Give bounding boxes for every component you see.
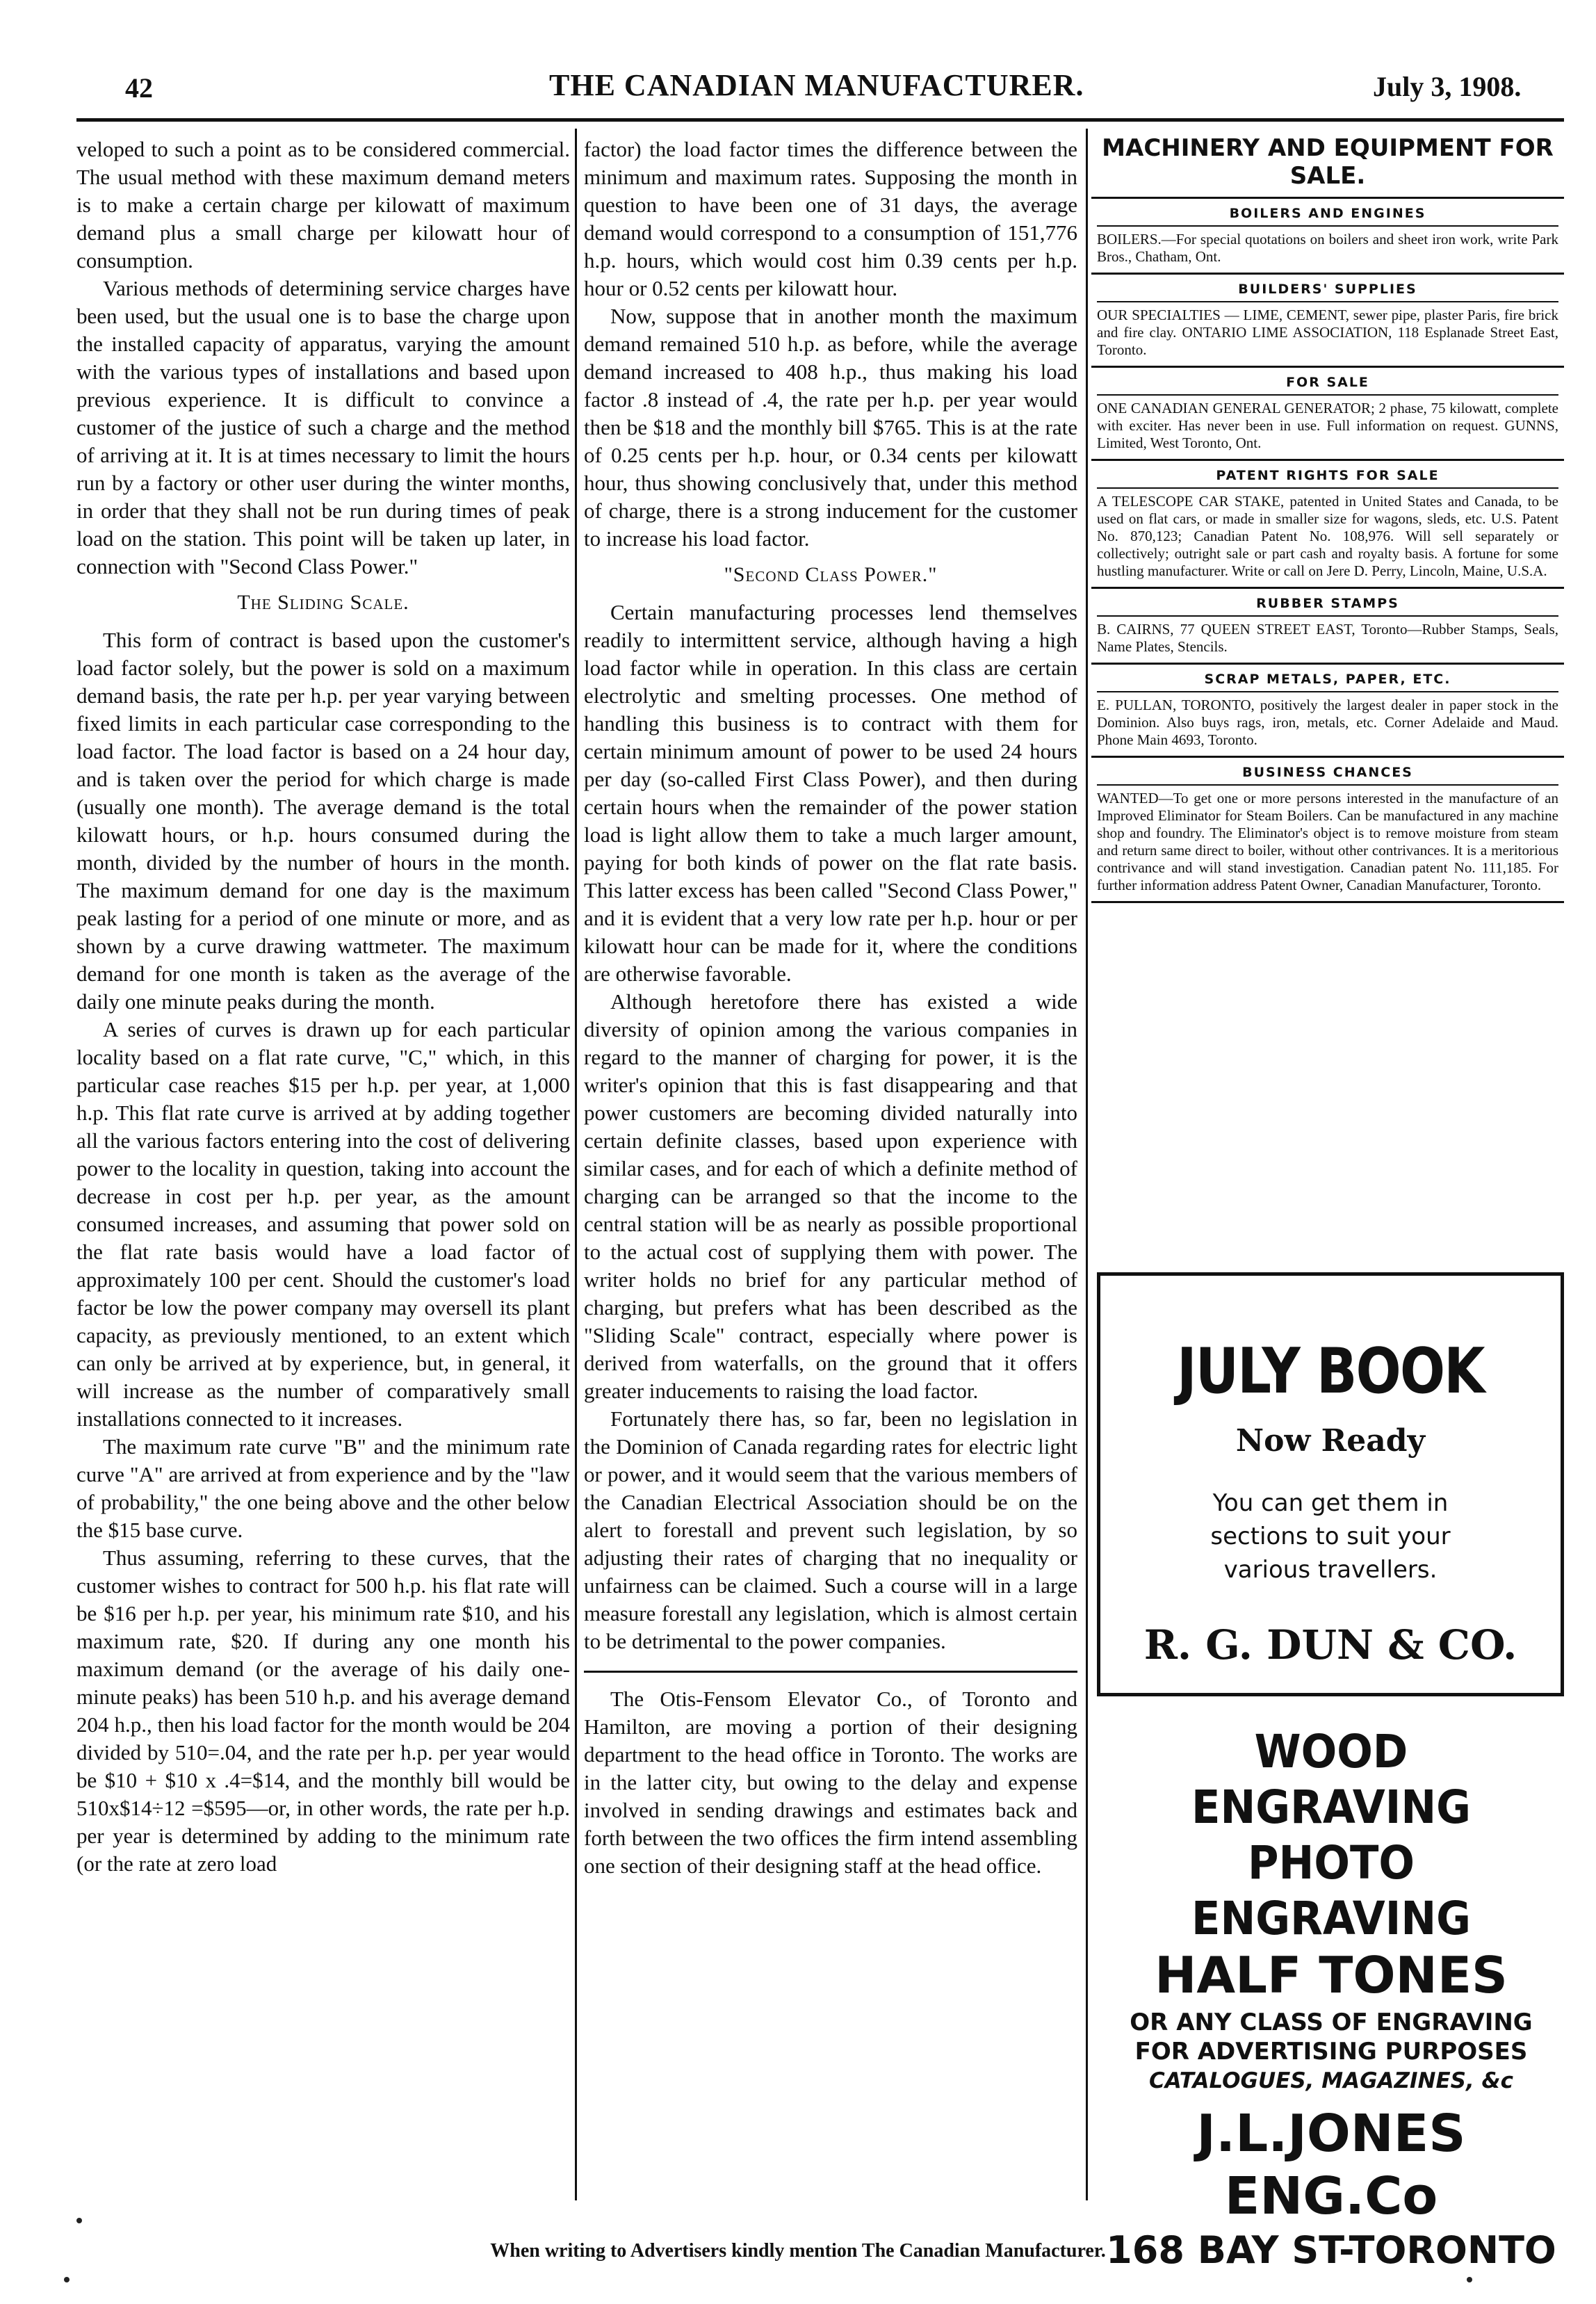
ad-company: J.L.JONES ENG.Co bbox=[1196, 2104, 1466, 2226]
article-column-1 bbox=[76, 136, 570, 1878]
classifieds-column bbox=[1091, 129, 1564, 903]
issue-date: July 3, 1908. bbox=[1373, 71, 1522, 102]
print-speck bbox=[64, 2277, 70, 2282]
classified-heading: PATENT RIGHTS FOR SALE bbox=[1097, 468, 1558, 489]
article-paragraph: Certain manufacturing processes lend themselves readily to intermittent service, although having a high load factor while in operation. In this class are certain electrolytic and smelting processes. One method of handling this business is to contract with them for certain minimum amount of power to be used 24 hours per day (so-called First Class Power), and then during certain hours when the remainder of the power station load is light allow them to take a much larger amount, paying for both kinds of power on the flat rate basis. This latter excess has been called "Second Class Power," and it is evident that a very low rate per h.p. hour or per kilowatt hour can be made for it, where the conditions are otherwise favorable. bbox=[584, 600, 1077, 986]
ad-body-line: sections to suit your bbox=[1210, 1523, 1451, 1550]
article-paragraph: The maximum rate curve "B" and the minimum rate curve "A" are arrived at from experience and by the "law of probability," the one being above and the other below the $15 base curve. bbox=[76, 1434, 570, 1542]
dun-advertisement bbox=[1097, 1272, 1564, 1696]
classified-section bbox=[1091, 368, 1564, 461]
publication-title: THE CANADIAN MANUFACTURER. bbox=[549, 68, 1084, 102]
ad-body bbox=[1100, 1486, 1561, 1587]
ad-line: HALF TONES bbox=[1155, 1946, 1508, 2004]
classified-section bbox=[1091, 199, 1564, 275]
ad-company: R. G. DUN & CO. bbox=[1143, 1621, 1517, 1669]
classified-text: A TELESCOPE CAR STAKE, patented in United States and Canada, to be used on flat cars, or made in smaller size for wagons, sleds, etc. U.S. Patent No. 870,123; Canadian Patent No. 108,976. Will sell separately or collectively; outright sale or part cash and royalty basis. A fortune for some hustling manufacturer. Write or call on Jere D. Perry, Lincoln, Maine, U.S.A. bbox=[1097, 493, 1558, 579]
classified-text: BOILERS.—For special quotations on boilers and sheet iron work, write Park Bros., Chatham, Ont. bbox=[1097, 231, 1558, 265]
header-rule bbox=[76, 118, 1564, 122]
article-paragraph: Thus assuming, referring to these curves, that the customer wishes to contract for 500 h.p. his flat rate will be $16 per h.p. per year, his minimum rate $10, and his maximum rate, $20. If during any one month his maximum demand (or the average of his daily one-minute peaks) has been 510 h.p. and his average demand 204 h.p., then his load factor for the month would be 204 divided by 510=.04, and the rate per h.p. per year would be $10 + $10 x .4=$14, and the monthly bill would be 510x$14÷12 =$595—or, in other words, the rate per h.p. per year is determined by adding to the minimum rate (or the rate at zero load bbox=[76, 1546, 570, 1876]
ad-body-line: various travellers. bbox=[1223, 1556, 1438, 1584]
news-item: The Otis-Fensom Elevator Co., of Toronto and Hamilton, are moving a portion of their designing department to the head office in Toronto. The works are in the latter city, but owing to the delay and expense involved in sending drawings and estimates back and forth between the two offices the firm intend assembling one section of their designing staff at the head office. bbox=[584, 1687, 1077, 1878]
article-paragraph: factor) the load factor times the difference between the minimum and maximum rates. Supposing the month in question to have been one of 31 days, the average demand would correspond to a consumption of 151,776 h.p. hours, which would cost him 0.39 cents per h.p. hour or 0.52 cents per kilowatt hour. bbox=[584, 137, 1077, 300]
article-column-2 bbox=[584, 136, 1077, 1880]
article-paragraph: Now, suppose that in another month the maximum demand remained 510 h.p. as before, while the average demand increased to 408 h.p., thus making his load factor .8 instead of .4, the rate per h.p. per year would then be $18 and the monthly bill $765. This is at the rate of 0.25 cents per h.p. hour, or 0.34 cents per kilowatt hour, thus showing conclusively that, under this method of charge, there is a strong inducement for the customer to increase his load factor. bbox=[584, 304, 1077, 551]
classified-text: ONE CANADIAN GENERAL GENERATOR; 2 phase, 75 kilowatt, complete with exciter. Has never been in use. Full information on request. GUNNS, Limited, West Toronto, Ont. bbox=[1097, 400, 1558, 451]
classified-section bbox=[1091, 461, 1564, 589]
ad-line: OR ANY CLASS OF ENGRAVING bbox=[1130, 2009, 1533, 2036]
article-paragraph: Various methods of determining service charges have been used, but the usual one is to base the charge upon the installed capacity of apparatus, varying the amount with the various types of installations and based upon previous experience. It is difficult to convince a customer of the justice of such a charge and the method of arriving at it. It is at times necessary to limit the hours run by a factory or other user during the winter months, in order that they shall not be run during times of peak load on the station. This point will be taken up later, in connection with "Second Class Power." bbox=[76, 276, 570, 578]
classified-heading: BUILDERS' SUPPLIES bbox=[1097, 282, 1558, 302]
classified-section bbox=[1091, 275, 1564, 368]
classified-heading: RUBBER STAMPS bbox=[1097, 596, 1558, 617]
ad-line: PHOTO ENGRAVING bbox=[1191, 1836, 1472, 1945]
page-header bbox=[0, 66, 1596, 115]
news-divider bbox=[584, 1671, 1077, 1673]
article-paragraph: Fortunately there has, so far, been no legislation in the Dominion of Canada regarding rates for electric light or power, and it would seem that the various members of the Canadian Electrical Association should be on the alert to forestall and prevent such legislation, by so adjusting their rates of charging that no inequality or unfairness can be claimed. Such a course will in a large measure forestall any legislation, which is almost certain to be detrimental to the power companies. bbox=[584, 1406, 1077, 1653]
section-heading-second-class-power: "Second Class Power." bbox=[724, 563, 938, 586]
column-divider bbox=[575, 129, 577, 2200]
ad-body-line: You can get them in bbox=[1212, 1489, 1449, 1517]
ad-headline: JULY BOOK bbox=[1177, 1335, 1484, 1408]
ad-line: WOOD ENGRAVING bbox=[1191, 1725, 1472, 1834]
section-heading-sliding-scale: The Sliding Scale. bbox=[237, 591, 409, 614]
page-footer: When writing to Advertisers kindly mention The Canadian Manufacturer. bbox=[490, 2240, 1106, 2262]
classified-text: WANTED—To get one or more persons interested in the manufacture of an Improved Eliminator for Steam Boilers. Can be manufactured in any machine shop and foundry. The Eliminator's object is to remove moisture from steam and return same direct to boiler, without other contrivances. It is a meritorious contrivance and will stand investigation. Canadian patent No. 111,185. For further information address Patent Owner, Canadian Manufacturer, Toronto. bbox=[1097, 790, 1558, 893]
jones-engraving-advertisement bbox=[1105, 1724, 1557, 2273]
classified-heading: FOR SALE bbox=[1097, 375, 1558, 396]
column-divider bbox=[1086, 129, 1088, 2200]
classifieds-title: MACHINERY AND EQUIPMENT FOR SALE. bbox=[1091, 129, 1564, 199]
article-paragraph: Although heretofore there has existed a wide diversity of opinion among the various companies in regard to the manner of charging for power, it is the writer's opinion that this is fast disappearing and that power customers are becoming divided naturally into certain definite classes, based upon experience with similar cases, and for each of which a definite method of charging can be arranged so that the income to the central station will be as nearly as possible proportional to the actual cost of supplying them with power. The writer holds no brief for any particular method of charging, but prefers what has been described as the "Sliding Scale" contract, especially where power is derived from waterfalls, on the ground that it offers greater inducements to raising the load factor. bbox=[584, 989, 1077, 1403]
classified-text: B. CAIRNS, 77 QUEEN STREET EAST, Toronto—Rubber Stamps, Seals, Name Plates, Stencils. bbox=[1097, 621, 1558, 655]
ad-address: 168 BAY ST-TORONTO bbox=[1106, 2228, 1556, 2272]
classified-heading: BUSINESS CHANCES bbox=[1097, 765, 1558, 786]
classified-heading: SCRAP METALS, PAPER, ETC. bbox=[1097, 672, 1558, 692]
article-paragraph: veloped to such a point as to be considered commercial. The usual method with these maximum demand meters is to make a certain charge per kilowatt of maximum demand plus a small charge per kilowatt hour of consumption. bbox=[76, 137, 570, 273]
classified-section bbox=[1091, 665, 1564, 758]
ad-line: FOR ADVERTISING PURPOSES bbox=[1134, 2038, 1528, 2066]
classified-text: E. PULLAN, TORONTO, positively the largest dealer in paper stock in the Dominion. Also buys rags, iron, metals, etc. Corner Adelaide and Maud. Phone Main 4693, Toronto. bbox=[1097, 697, 1558, 748]
classified-section bbox=[1091, 758, 1564, 903]
print-speck bbox=[76, 2218, 82, 2223]
classified-heading: BOILERS AND ENGINES bbox=[1097, 206, 1558, 227]
classified-text: OUR SPECIALTIES — LIME, CEMENT, sewer pipe, plaster Paris, fire brick and fire clay. ONTARIO LIME ASSOCIATION, 118 Esplanade Street East, Toronto. bbox=[1097, 307, 1558, 358]
article-paragraph: This form of contract is based upon the customer's load factor solely, but the power is sold on a maximum demand basis, the rate per h.p. per year varying between fixed limits in each particular case corresponding to the load factor. The load factor is based on a 24 hour day, and is taken over the period for which charge is made (usually one month). The average demand is the total kilowatt hours, or h.p. hours consumed during the month, divided by the number of hours in the month. The maximum demand for one day is the maximum peak lasting for a period of one minute or more, and as shown by a curve drawing wattmeter. The maximum demand for one month is taken as the average of the daily one minute peaks during the month. bbox=[76, 628, 570, 1014]
article-paragraph: A series of curves is drawn up for each particular locality based on a flat rate curve, "C," which, in this particular case reaches $15 per h.p. per year, at 1,000 h.p. This flat rate curve is arrived at by adding together all the various factors entering into the cost of delivering power to the locality in question, taking into account the decrease in cost per h.p. per year, as the amount consumed increases, and assuming that power sold on the flat rate basis would have a load factor of approximately 100 per cent. Should the customer's load factor be low the power company may oversell its plant capacity, as previously mentioned, to an extent which can only be arrived at by experience, but, in general, it will increase as the number of comparatively small installations connected to it increases. bbox=[76, 1017, 570, 1431]
classified-section bbox=[1091, 589, 1564, 665]
page-number: 42 bbox=[125, 72, 153, 104]
print-speck bbox=[1467, 2277, 1472, 2282]
ad-line: CATALOGUES, MAGAZINES, &c bbox=[1149, 2068, 1513, 2093]
ad-subhead: Now Ready bbox=[1235, 1423, 1426, 1459]
